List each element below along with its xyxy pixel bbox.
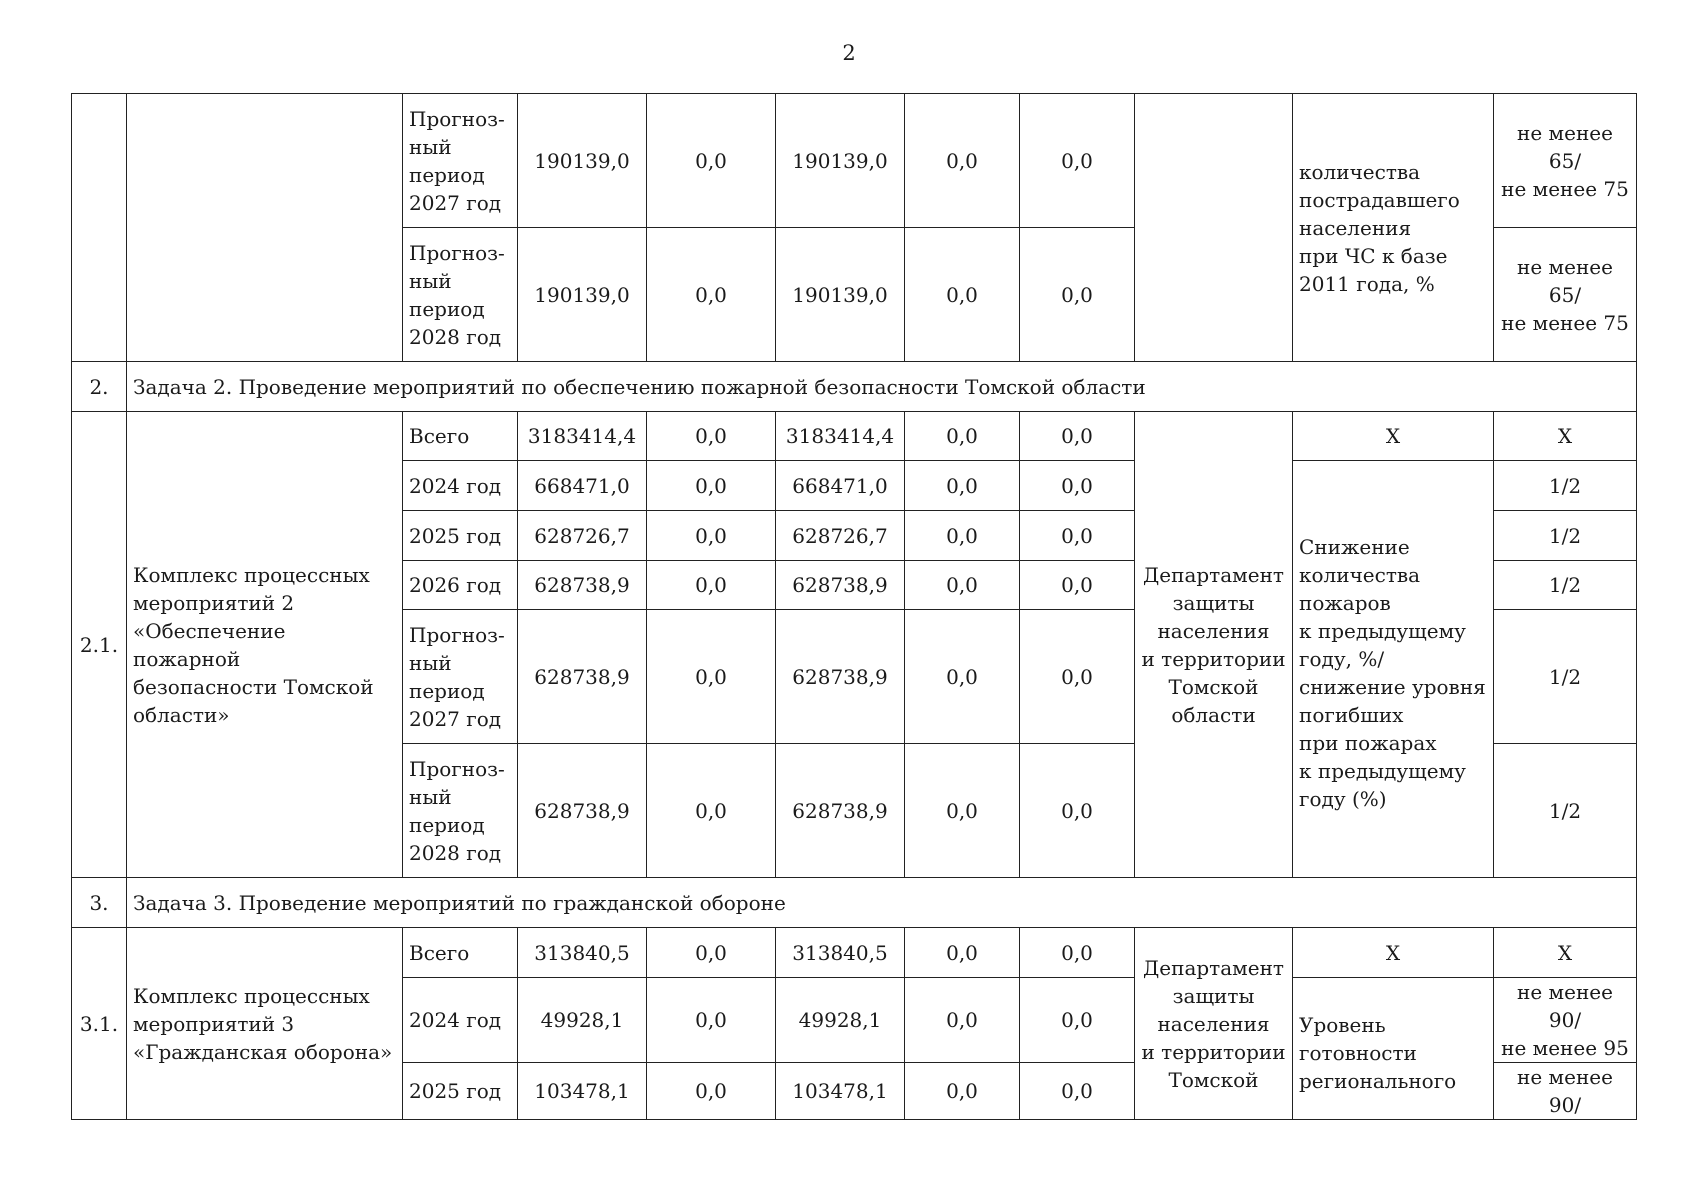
- value-cell: 668471,0: [776, 461, 905, 511]
- value-cell: 0,0: [1020, 511, 1135, 561]
- period-cell: Всего: [403, 412, 518, 461]
- item-number: 3.1.: [72, 928, 127, 1120]
- item-name: Комплекс процессных мероприятий 3 «Гражданская оборона»: [127, 928, 403, 1120]
- value-cell: 0,0: [1020, 928, 1135, 978]
- value-cell: 190139,0: [776, 94, 905, 228]
- value-cell: 313840,5: [776, 928, 905, 978]
- value-cell: 0,0: [905, 561, 1020, 610]
- target-cell: 1/2: [1494, 561, 1637, 610]
- value-cell: 0,0: [905, 610, 1020, 744]
- period-cell: 2024 год: [403, 461, 518, 511]
- table-row: [72, 412, 1637, 461]
- name-cell: [127, 94, 403, 362]
- value-cell: 103478,1: [518, 1063, 647, 1120]
- period-cell: Прогноз- ный период 2028 год: [403, 744, 518, 878]
- value-cell: 0,0: [647, 1063, 776, 1120]
- value-cell: 0,0: [905, 412, 1020, 461]
- period-cell: 2024 год: [403, 978, 518, 1063]
- value-cell: 628738,9: [776, 561, 905, 610]
- period-cell: Прогноз- ный период 2027 год: [403, 94, 518, 228]
- x-mark: X: [1293, 412, 1494, 461]
- value-cell: 0,0: [1020, 744, 1135, 878]
- value-cell: 0,0: [905, 978, 1020, 1063]
- value-cell: 0,0: [647, 94, 776, 228]
- period-cell: Всего: [403, 928, 518, 978]
- value-cell: 190139,0: [518, 94, 647, 228]
- value-cell: 0,0: [905, 928, 1020, 978]
- value-cell: 3183414,4: [776, 412, 905, 461]
- target-cell: 1/2: [1494, 461, 1637, 511]
- value-cell: 0,0: [647, 744, 776, 878]
- task-title: Задача 3. Проведение мероприятий по гражданской обороне: [127, 878, 1637, 928]
- indicator-cell: количества пострадавшего населения при ЧС к базе 2011 года, %: [1293, 94, 1494, 362]
- value-cell: 0,0: [905, 744, 1020, 878]
- value-cell: 49928,1: [518, 978, 647, 1063]
- value-cell: 0,0: [647, 511, 776, 561]
- indicator-cell: Уровень готовности регионального: [1293, 978, 1494, 1120]
- value-cell: 668471,0: [518, 461, 647, 511]
- value-cell: 0,0: [1020, 561, 1135, 610]
- value-cell: 0,0: [905, 94, 1020, 228]
- dept-cell: [1135, 94, 1293, 362]
- value-cell: 628726,7: [518, 511, 647, 561]
- value-cell: 0,0: [1020, 94, 1135, 228]
- x-mark: X: [1494, 928, 1637, 978]
- table-row: [72, 94, 1637, 228]
- task-row: [72, 362, 1637, 412]
- task-row: [72, 878, 1637, 928]
- value-cell: 0,0: [1020, 978, 1135, 1063]
- target-cell: 1/2: [1494, 610, 1637, 744]
- value-cell: 0,0: [1020, 228, 1135, 362]
- program-table: [71, 93, 1637, 1120]
- x-mark: X: [1293, 928, 1494, 978]
- value-cell: 0,0: [1020, 1063, 1135, 1120]
- value-cell: 103478,1: [776, 1063, 905, 1120]
- target-cell: не менее 65/ не менее 75: [1494, 94, 1637, 228]
- value-cell: 628738,9: [518, 610, 647, 744]
- period-cell: 2026 год: [403, 561, 518, 610]
- value-cell: 628726,7: [776, 511, 905, 561]
- page-number: 2: [842, 41, 856, 65]
- value-cell: 313840,5: [518, 928, 647, 978]
- indicator-cell: Снижение количества пожаров к предыдущему году, %/ снижение уровня погибших при пожарах к предыдущему году (%): [1293, 461, 1494, 878]
- item-number: 2.1.: [72, 412, 127, 878]
- value-cell: 0,0: [1020, 461, 1135, 511]
- value-cell: 190139,0: [776, 228, 905, 362]
- x-mark: X: [1494, 412, 1637, 461]
- target-cell: 1/2: [1494, 744, 1637, 878]
- period-cell: Прогноз- ный период 2027 год: [403, 610, 518, 744]
- value-cell: 0,0: [905, 1063, 1020, 1120]
- value-cell: 0,0: [647, 610, 776, 744]
- value-cell: 0,0: [905, 228, 1020, 362]
- value-cell: 0,0: [647, 978, 776, 1063]
- value-cell: 49928,1: [776, 978, 905, 1063]
- value-cell: 0,0: [905, 461, 1020, 511]
- table-row: [72, 928, 1637, 978]
- value-cell: 0,0: [1020, 610, 1135, 744]
- num-cell: [72, 94, 127, 362]
- value-cell: 628738,9: [518, 561, 647, 610]
- target-cell: не менее 65/ не менее 75: [1494, 228, 1637, 362]
- period-cell: 2025 год: [403, 1063, 518, 1120]
- department-cell: Департамент защиты населения и территории Томской области: [1135, 412, 1293, 878]
- value-cell: 0,0: [647, 461, 776, 511]
- value-cell: 0,0: [647, 928, 776, 978]
- department-cell: Департамент защиты населения и территории Томской: [1135, 928, 1293, 1120]
- value-cell: 628738,9: [776, 610, 905, 744]
- value-cell: 3183414,4: [518, 412, 647, 461]
- period-cell: 2025 год: [403, 511, 518, 561]
- target-cell: не менее 90/: [1494, 1063, 1637, 1120]
- item-name: Комплекс процессных мероприятий 2 «Обеспечение пожарной безопасности Томской области»: [127, 412, 403, 878]
- task-number: 3.: [72, 878, 127, 928]
- value-cell: 0,0: [647, 228, 776, 362]
- period-cell: Прогноз- ный период 2028 год: [403, 228, 518, 362]
- value-cell: 0,0: [905, 511, 1020, 561]
- value-cell: 190139,0: [518, 228, 647, 362]
- value-cell: 628738,9: [518, 744, 647, 878]
- value-cell: 0,0: [1020, 412, 1135, 461]
- value-cell: 0,0: [647, 561, 776, 610]
- task-title: Задача 2. Проведение мероприятий по обеспечению пожарной безопасности Томской области: [127, 362, 1637, 412]
- task-number: 2.: [72, 362, 127, 412]
- value-cell: 628738,9: [776, 744, 905, 878]
- target-cell: не менее 90/ не менее 95: [1494, 978, 1637, 1063]
- value-cell: 0,0: [647, 412, 776, 461]
- target-cell: 1/2: [1494, 511, 1637, 561]
